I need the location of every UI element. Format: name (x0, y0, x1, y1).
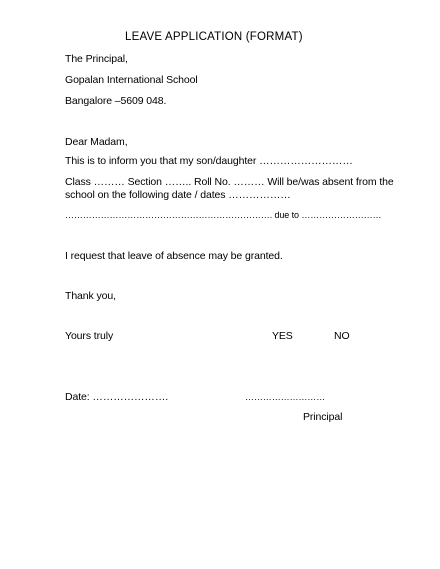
recipient-line-1: The Principal, (65, 53, 128, 65)
body-line-1: This is to inform you that my son/daughter ……………………… (65, 155, 353, 167)
closing-text: Thank you, (65, 290, 116, 302)
no-label: NO (334, 330, 350, 342)
body-line-2: Class ……… Section …….. Roll No. ……… Will be/was absent from the (65, 176, 394, 188)
salutation: Dear Madam, (65, 136, 128, 148)
yours-truly-text: Yours truly (65, 330, 114, 342)
date-field: Date: …………………. (65, 391, 169, 403)
signature-line: ……………………… (245, 392, 326, 402)
recipient-line-3: Bangalore –5609 048. (65, 95, 167, 107)
body-line-3: school on the following date / dates ……………… (65, 189, 291, 201)
recipient-line-2: Gopalan International School (65, 74, 198, 86)
principal-label: Principal (303, 411, 343, 423)
document-title: LEAVE APPLICATION (FORMAT) (125, 31, 303, 43)
request-text: I request that leave of absence may be granted. (65, 250, 283, 262)
yes-label: YES (272, 330, 293, 342)
body-line-4: ……………………………………………………………. due to ……………………… (65, 210, 382, 220)
